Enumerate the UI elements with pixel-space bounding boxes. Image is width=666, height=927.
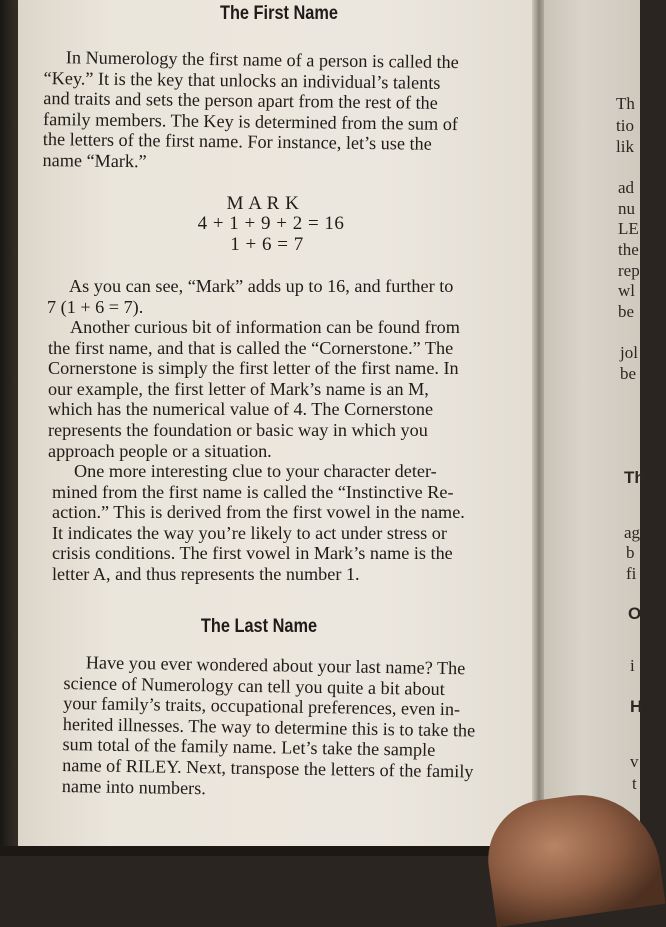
heading-last-name: The Last Name — [200, 616, 318, 637]
text-line: It indicates the way you’re likely to act under stress or — [52, 522, 447, 543]
text-line: action.” This is derived from the first vowel in the name. — [52, 502, 465, 523]
right-page-fragment: lik — [616, 137, 634, 156]
text-line: our example, the first letter of Mark’s name is an M, — [48, 378, 429, 399]
text-line: name “Mark.” — [42, 149, 147, 172]
right-page-fragment: jol — [620, 343, 638, 362]
text-line: name of RILEY. Next, transpose the letters of the family — [62, 754, 474, 782]
right-page-fragment: Th — [624, 468, 645, 487]
right-page-fragment: t — [632, 774, 637, 793]
text-line: crisis conditions. The first vowel in Mark’s name is the — [52, 543, 453, 564]
text-line: Cornerstone is simply the first letter of the first name. In — [48, 358, 459, 379]
left-book-page — [18, 0, 540, 848]
right-page-fragment: tio — [616, 116, 634, 135]
paragraph-last-name — [62, 652, 480, 803]
right-page-fragment: i — [630, 656, 635, 675]
right-page-fragment: v — [630, 752, 639, 771]
paragraph-cornerstone — [48, 317, 482, 461]
text-line: “Key.” It is the key that unlocks an individual’s talents — [43, 67, 441, 93]
text-line: sum total of the family name. Let’s take the sample — [62, 734, 436, 761]
heading-first-name: The First Name — [219, 3, 339, 24]
text-line: science of Numerology can tell you quite a bit about — [63, 672, 445, 699]
right-page-fragment: H — [630, 697, 643, 716]
right-book-page — [544, 0, 645, 856]
text-line: family members. The Key is determined from the sum of — [43, 108, 459, 134]
text-line: and traits and sets the person apart from the rest of the — [43, 88, 438, 114]
text-line: In Numerology the first name of a person is called the — [65, 47, 459, 73]
text-line: the first name, and that is called the “Cornerstone.” The — [48, 337, 454, 358]
right-page-fragment: wl — [618, 281, 635, 300]
text-line: herited illnesses. The way to determine this is to take the — [62, 713, 476, 741]
background-edge — [0, 0, 20, 856]
right-page-fragment: O — [628, 604, 642, 623]
paragraph-adds-up — [47, 276, 483, 317]
right-page-fragment: b — [626, 543, 635, 562]
right-page-fragment: fi — [626, 564, 637, 583]
calc-reduce: 1 + 6 = 7 — [230, 234, 304, 255]
right-page-fragment: the — [618, 240, 639, 259]
text-line: 7 (1 + 6 = 7). — [47, 296, 144, 317]
text-line: One more interesting clue to your character deter- — [74, 461, 437, 481]
text-line: represents the foundation or basic way in which you — [48, 419, 428, 440]
right-page-fragment: be — [618, 302, 635, 321]
calc-letters: M A R K — [226, 193, 300, 214]
paragraph-instinctive-reaction — [52, 461, 480, 585]
text-line: the letters of the first name. For instance, let’s use the — [42, 129, 432, 155]
text-line: approach people or a situation. — [48, 440, 272, 461]
right-page-fragment: nu — [618, 199, 635, 218]
text-line: Another curious bit of information can be found from — [70, 317, 460, 337]
paragraph-key — [42, 47, 481, 176]
text-line: which has the numerical value of 4. The Cornerstone — [48, 399, 434, 420]
right-page-fragment: ag — [624, 523, 641, 542]
right-page-fragment: LE — [618, 219, 639, 238]
text-line: Have you ever wondered about your last name? The — [85, 652, 466, 679]
text-line: As you can see, “Mark” adds up to 16, and further to — [69, 276, 454, 296]
calc-sum: 4 + 1 + 9 + 2 = 16 — [197, 213, 345, 234]
text-line: your family’s traits, occupational preferences, even in- — [63, 693, 461, 720]
right-page-fragment: Th — [616, 94, 635, 113]
right-page-fragment: rep — [618, 261, 640, 280]
text-line: letter A, and thus represents the number 1. — [52, 563, 360, 584]
text-line: name into numbers. — [61, 775, 207, 798]
right-page-fragment: ad — [618, 178, 635, 197]
right-page-fragment: be — [620, 364, 637, 383]
text-line: mined from the first name is called the “Instinctive Re- — [52, 481, 454, 502]
